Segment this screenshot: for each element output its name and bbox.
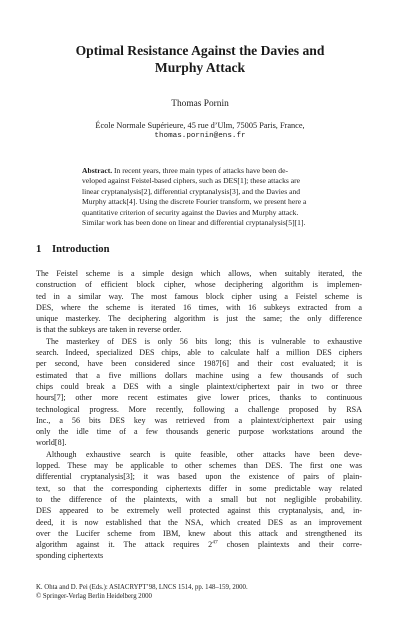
body-line: The masterkey of DES is only 56 bits long; this is vulnerable to exhaustive — [46, 336, 362, 346]
body-line: per second, have been considered since 1987[6] and their cost evaluated; it is — [36, 359, 362, 369]
section-heading — [36, 244, 110, 255]
body-line: ted in a similar way. The most famous block cipher using a Feistel scheme is — [36, 291, 362, 301]
body-line: text, so that the corresponding ciphertexts differ in some predictable way related — [36, 483, 362, 493]
body-line: unique masterkey. The deciphering algorithm is just the same; the only difference — [36, 314, 362, 324]
body-line: DES, where the scheme is iterated 16 times, with 16 subkeys extracted from a — [36, 302, 362, 312]
body-line: technological progress. More recently, following a challenge proposed by RSA — [36, 404, 362, 414]
body-line: sponding ciphertexts — [36, 551, 104, 561]
body-line: is that the subkeys are taken in reverse order. — [36, 325, 182, 335]
body-line-text: algorithm against it. The attack requires 2 — [36, 540, 213, 550]
footer-line-2: © Springer-Verlag Berlin Heidelberg 2000 — [36, 593, 152, 600]
abstract-line: linear cryptanalysis[2], differential cryptanalysis[3], and the Davies and — [82, 186, 301, 196]
body-line: lopped. These may be applicable to other schemes than DES. The first one was — [36, 461, 362, 471]
body-line-text-rest: chosen plaintexts and their corre- — [217, 540, 362, 550]
title-line-1: Optimal Resistance Against the Davies and — [75, 43, 325, 58]
author-name: Thomas Pornin — [171, 99, 229, 109]
footer-line-1: K. Ohta and D. Pei (Eds.): ASIACRYPT’98, LNCS 1514, pp. 148–159, 2000. — [36, 584, 248, 591]
body-line-with-exponent — [36, 539, 362, 550]
abstract-line: Similar work has been done on linear and differential cryptanalysis[5][1]. — [82, 218, 306, 228]
body-line: Although exhaustive search is quite feasible, other attacks have been deve- — [46, 449, 362, 459]
body-line: differential cryptanalysis[3]; it was based upon the existence of pairs of plain- — [36, 472, 362, 482]
abstract-line-0 — [82, 166, 328, 176]
body-line: over the Lucifer scheme from IBM, knew about this attack and strengthened its — [36, 528, 362, 538]
affiliation-address: École Normale Supérieure, 45 rue d’Ulm, 75005 Paris, France, — [95, 121, 305, 130]
abstract-line: veloped against Feistel-based ciphers, such as DES[1]; these attacks are — [82, 176, 301, 186]
author-email: thomas.pornin@ens.fr — [154, 132, 246, 140]
body-line: estimated that a five millions dollars machine using a few thousands of such — [36, 370, 362, 380]
body-line: hours[7]; other more recent estimates give lower prices, thanks to continuous — [36, 393, 362, 403]
abstract-line-0-text: In recent years, three main types of attacks have been de- — [112, 166, 288, 175]
section-title: Introduction — [52, 244, 110, 255]
body-line: search. Indeed, specialized DES chips, able to calculate half a million DES ciphers — [36, 348, 362, 358]
paper-title — [0, 42, 400, 76]
abstract — [82, 166, 328, 228]
exponent: 47 — [212, 539, 218, 546]
body-text — [36, 268, 362, 562]
body-line: to the difference of the plaintexts, with a small but not negligible probability. — [36, 494, 362, 504]
body-line: The Feistel scheme is a simple design which allows, when suitably iterated, the — [36, 269, 362, 278]
abstract-label: Abstract. — [82, 166, 113, 175]
body-line: DES appeared to be extremely well protected against this cryptanalysis, and, in- — [36, 506, 362, 516]
title-line-2: Murphy Attack — [154, 60, 246, 75]
body-line: Inc., a 56 bits DES key was retrieved from a plaintext/ciphertext pair using — [36, 415, 362, 425]
body-line: world[8]. — [36, 438, 67, 448]
body-line: only the idle time of a few thousands generic purpose workstations around the — [36, 427, 362, 437]
body-line: chips could break a DES with a single plaintext/ciphertext pair in two or three — [36, 381, 362, 391]
body-line: deed, it is now established that the NSA, which created DES as an improvement — [36, 517, 362, 527]
body-line: construction of efficient block cipher, whose deciphering algorithm is implemen- — [36, 280, 362, 290]
section-number: 1 — [36, 244, 42, 255]
footer-citation — [36, 583, 248, 601]
abstract-line: Murphy attack[4]. Using the discrete Fourier transform, we present here a — [82, 197, 307, 207]
abstract-line: quantitative criterion of security against the Davies and Murphy attack. — [82, 207, 299, 217]
affiliation — [0, 120, 400, 142]
